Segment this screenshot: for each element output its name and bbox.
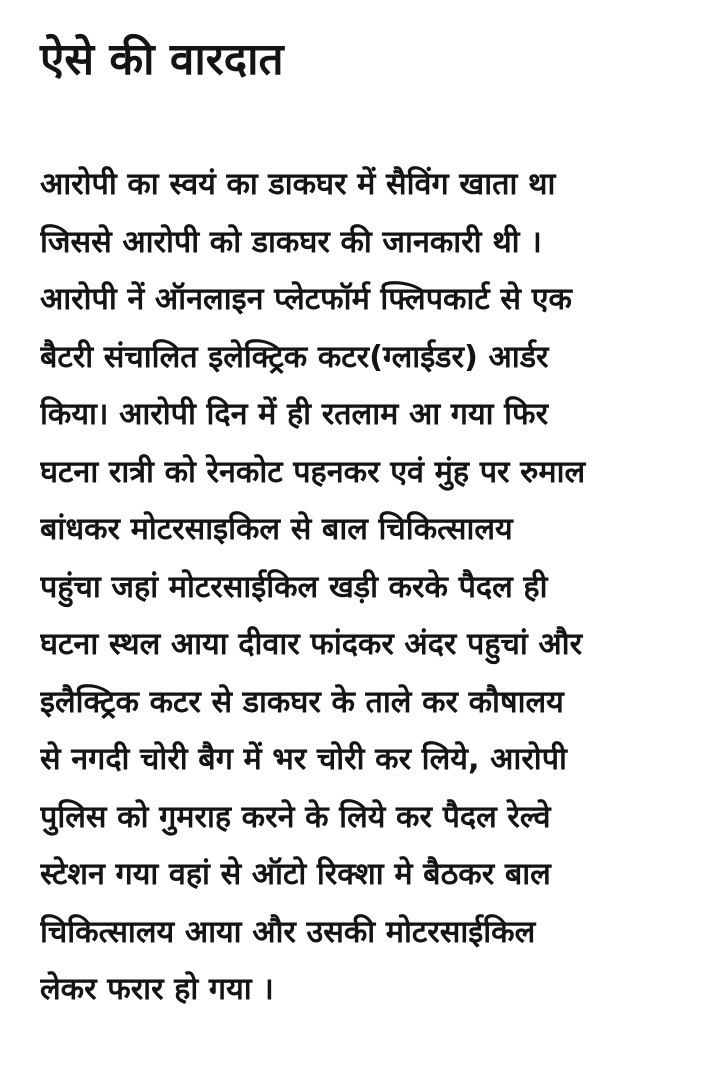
body-line: बांधकर मोटरसाइकिल से बाल चिकित्सालय (40, 512, 513, 547)
article-title: ऐसे की वारदात (40, 34, 284, 85)
article-body (40, 156, 690, 1019)
body-line: स्टेशन गया वहां से ऑटो रिक्शा मे बैठकर बाल (40, 857, 551, 892)
body-line: घटना रात्री को रेनकोट पहनकर एवं मुंह पर रुमाल (40, 454, 586, 490)
body-line: इलैक्ट्रिक कटर से डाकघर के ताले कर कौषालय (40, 684, 564, 720)
body-line: लेकर फरार हो गया । (40, 972, 274, 1007)
body-line: आरोपी का स्वयं का डाकघर में सैविंग खाता था (40, 167, 556, 202)
body-line: जिससे आरोपी को डाकघर की जानकारी थी । (40, 224, 542, 260)
body-line: चिकित्सालय आया और उसकी मोटरसाईकिल (40, 914, 536, 950)
body-line: बैटरी संचालित इलेक्ट्रिक कटर(ग्लाईडर) आर्डर (40, 339, 549, 375)
body-line: से नगदी चोरी बैग में भर चोरी कर लिये, आरोपी (40, 742, 567, 777)
body-line: किया। आरोपी दिन में ही रतलाम आ गया फिर (40, 397, 549, 432)
body-line: पहुंचा जहां मोटरसाईकिल खड़ी करके पैदल ही (40, 569, 548, 605)
body-line: पुलिस को गुमराह करने के लिये कर पैदल रेल्वे (40, 799, 551, 835)
body-line: घटना स्थल आया दीवार फांदकर अंदर पहुचां और (40, 627, 583, 662)
body-line: आरोपी नें ऑनलाइन प्लेटफॉर्म फ्लिपकार्ट से एक (40, 282, 572, 317)
